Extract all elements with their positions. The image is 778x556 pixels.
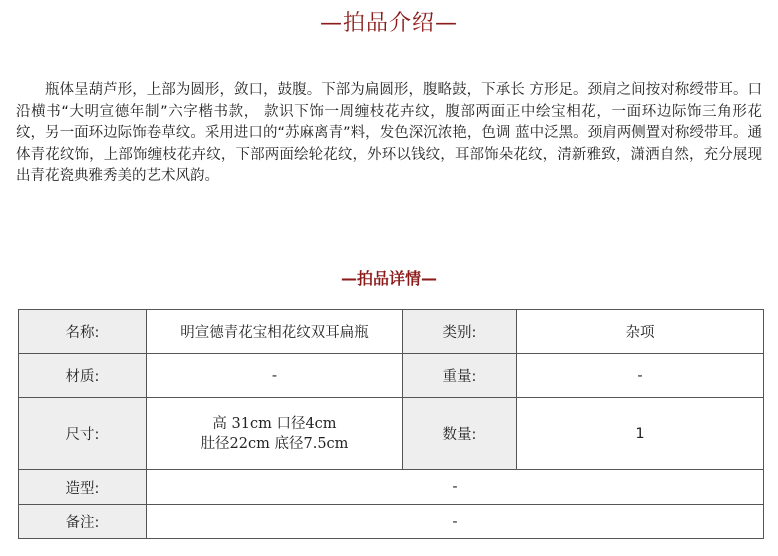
name-label: 名称: bbox=[19, 310, 147, 354]
weight-label: 重量: bbox=[403, 354, 517, 398]
material-value: - bbox=[147, 354, 403, 398]
name-value: 明宣德青花宝相花纹双耳扁瓶 bbox=[147, 310, 403, 354]
table-row-size bbox=[19, 398, 764, 470]
table-row-shape bbox=[19, 470, 764, 505]
remarks-value: - bbox=[147, 505, 764, 539]
shape-label: 造型: bbox=[19, 470, 147, 505]
remarks-label: 备注: bbox=[19, 505, 147, 539]
size-label: 尺寸: bbox=[19, 398, 147, 470]
size-value bbox=[147, 398, 403, 470]
material-label: 材质: bbox=[19, 354, 147, 398]
details-section-title: —拍品详情— bbox=[340, 269, 437, 288]
item-description: 瓶体呈葫芦形，上部为圆形，敛口，鼓腹。下部为扁圆形，腹略鼓，下承长 方形足。颈肩之间按对称绶带耳。口沿横书“大明宣德年制”六字楷书款， 款识下饰一周缠枝花卉纹，腹部两面正中绘宝相花，一面环边际饰三角形花 纹，另一面环边际饰卷草纹。采用进口的“苏麻离青”料，发色深沉浓艳，色调 蓝中泛黑。颈肩两侧置对称绶带耳。通体青花纹饰，上部饰缠枝花卉纹，下部两面绘轮花纹，外环以钱纹，耳部饰朵花纹，清新雅致，潇洒自然，充分展现出青花瓷典雅秀美的艺术风韵。 bbox=[16, 82, 762, 184]
quantity-label: 数量: bbox=[403, 398, 517, 470]
weight-value: - bbox=[517, 354, 764, 398]
intro-section-title: —拍品介绍— bbox=[319, 11, 458, 36]
table-row-material bbox=[19, 354, 764, 398]
table-row-remarks bbox=[19, 505, 764, 539]
details-table bbox=[18, 309, 764, 539]
table-row-name bbox=[19, 310, 764, 354]
size-value-line-2: 肚径22cm 底径7.5cm bbox=[200, 435, 349, 452]
size-value-line-1: 高 31cm 口径4cm bbox=[212, 415, 337, 432]
category-label: 类别: bbox=[403, 310, 517, 354]
category-value: 杂项 bbox=[517, 310, 764, 354]
shape-value: - bbox=[147, 470, 764, 505]
quantity-value: 1 bbox=[517, 398, 764, 470]
